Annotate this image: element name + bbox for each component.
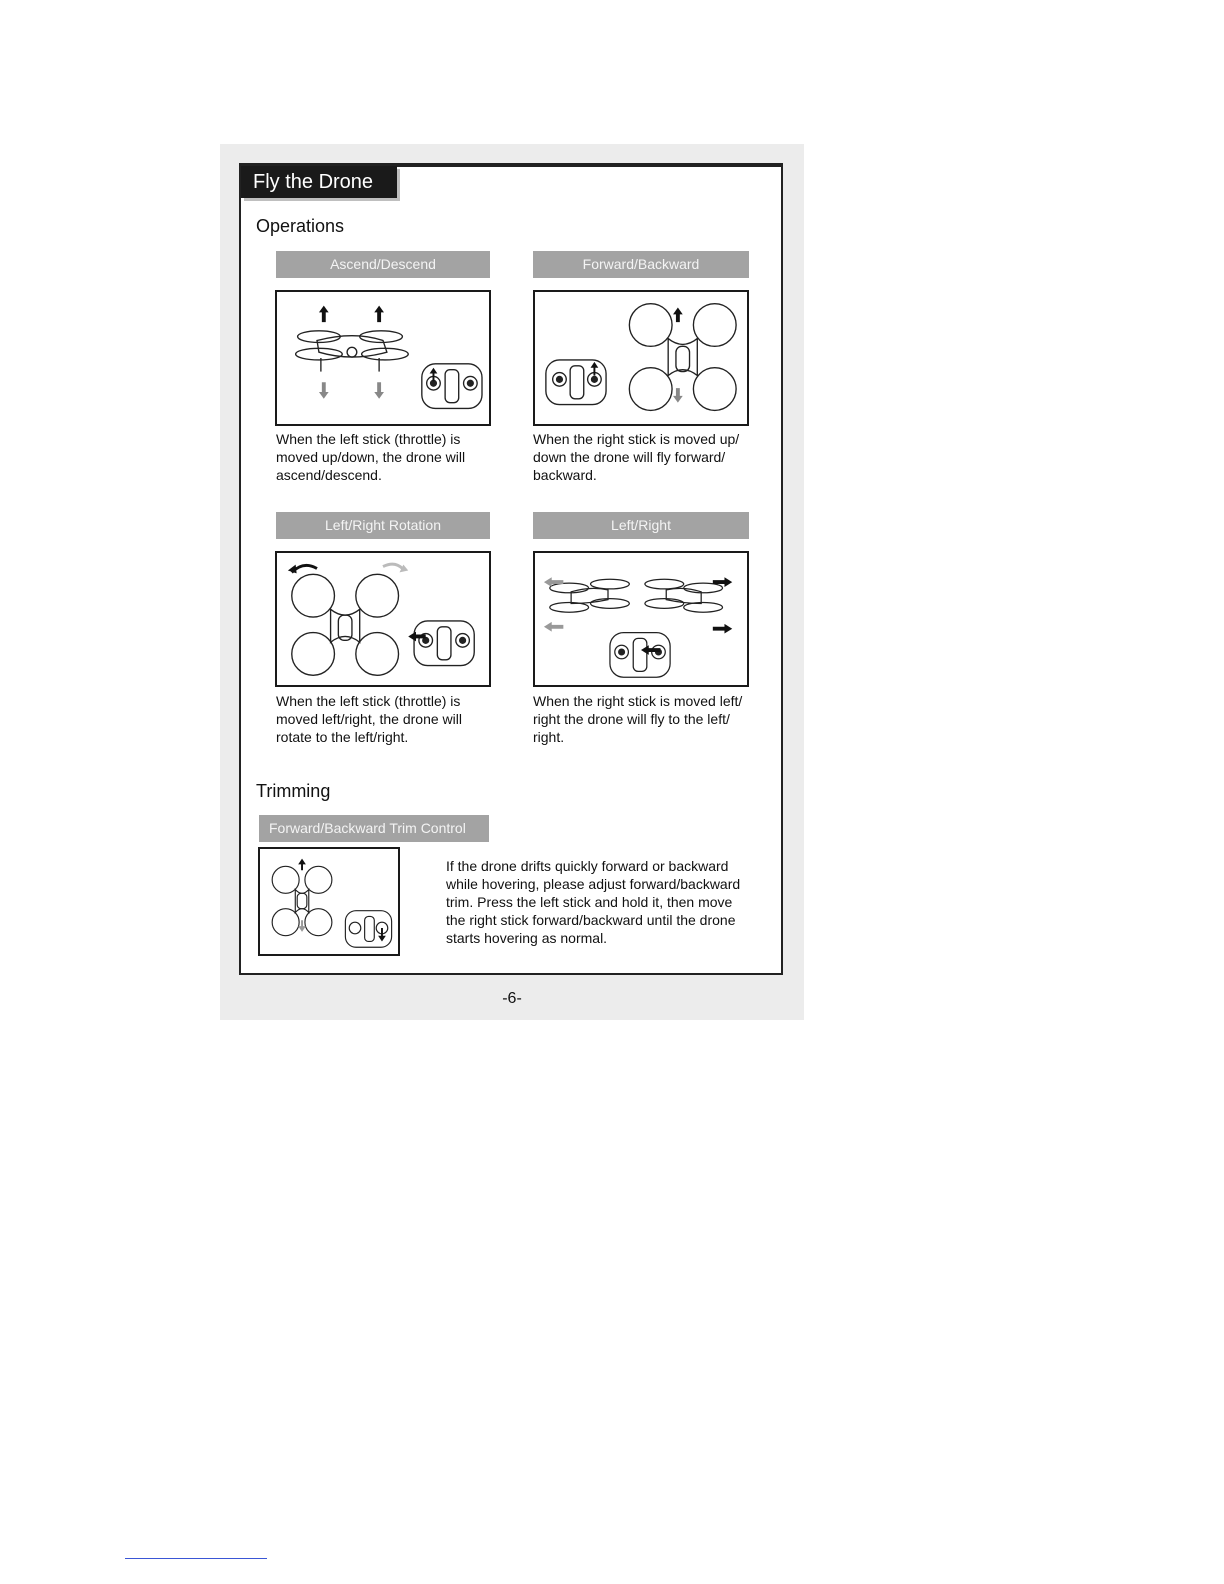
trim-control-label: Forward/Backward Trim Control xyxy=(259,815,489,842)
left-right-illustration xyxy=(533,551,749,687)
trim-control-illustration xyxy=(258,847,400,956)
left-right-rotation-label: Left/Right Rotation xyxy=(276,512,490,539)
forward-backward-description: When the right stick is moved up/ down the drone will fly forward/ backward. xyxy=(533,431,740,483)
left-right-rotation-description: When the left stick (throttle) is moved left/right, the drone will rotate to the left/right. xyxy=(276,693,462,745)
left-right-description: When the right stick is moved left/ right the drone will fly to the left/ right. xyxy=(533,693,743,745)
left-right-rotation-illustration xyxy=(275,551,491,687)
forward-backward-label: Forward/Backward xyxy=(533,251,749,278)
ascend-descend-description: When the left stick (throttle) is moved up/down, the drone will ascend/descend. xyxy=(276,431,466,483)
left-right-label: Left/Right xyxy=(533,512,749,539)
forward-backward-illustration xyxy=(533,290,749,426)
operations-heading: Operations xyxy=(256,216,345,236)
trim-control-description: If the drone drifts quickly forward or backward while hovering, please adjust forward/backward trim. Press the left stick and hold it, then move the right stick forward/backward until the drone starts hovering as normal. xyxy=(446,858,741,946)
trimming-heading: Trimming xyxy=(256,781,331,801)
footer-link-underline xyxy=(125,1558,267,1559)
ascend-descend-label: Ascend/Descend xyxy=(276,251,490,278)
page-title: Fly the Drone xyxy=(241,166,397,198)
page-number: -6- xyxy=(502,990,522,1007)
ascend-descend-illustration xyxy=(275,290,491,426)
